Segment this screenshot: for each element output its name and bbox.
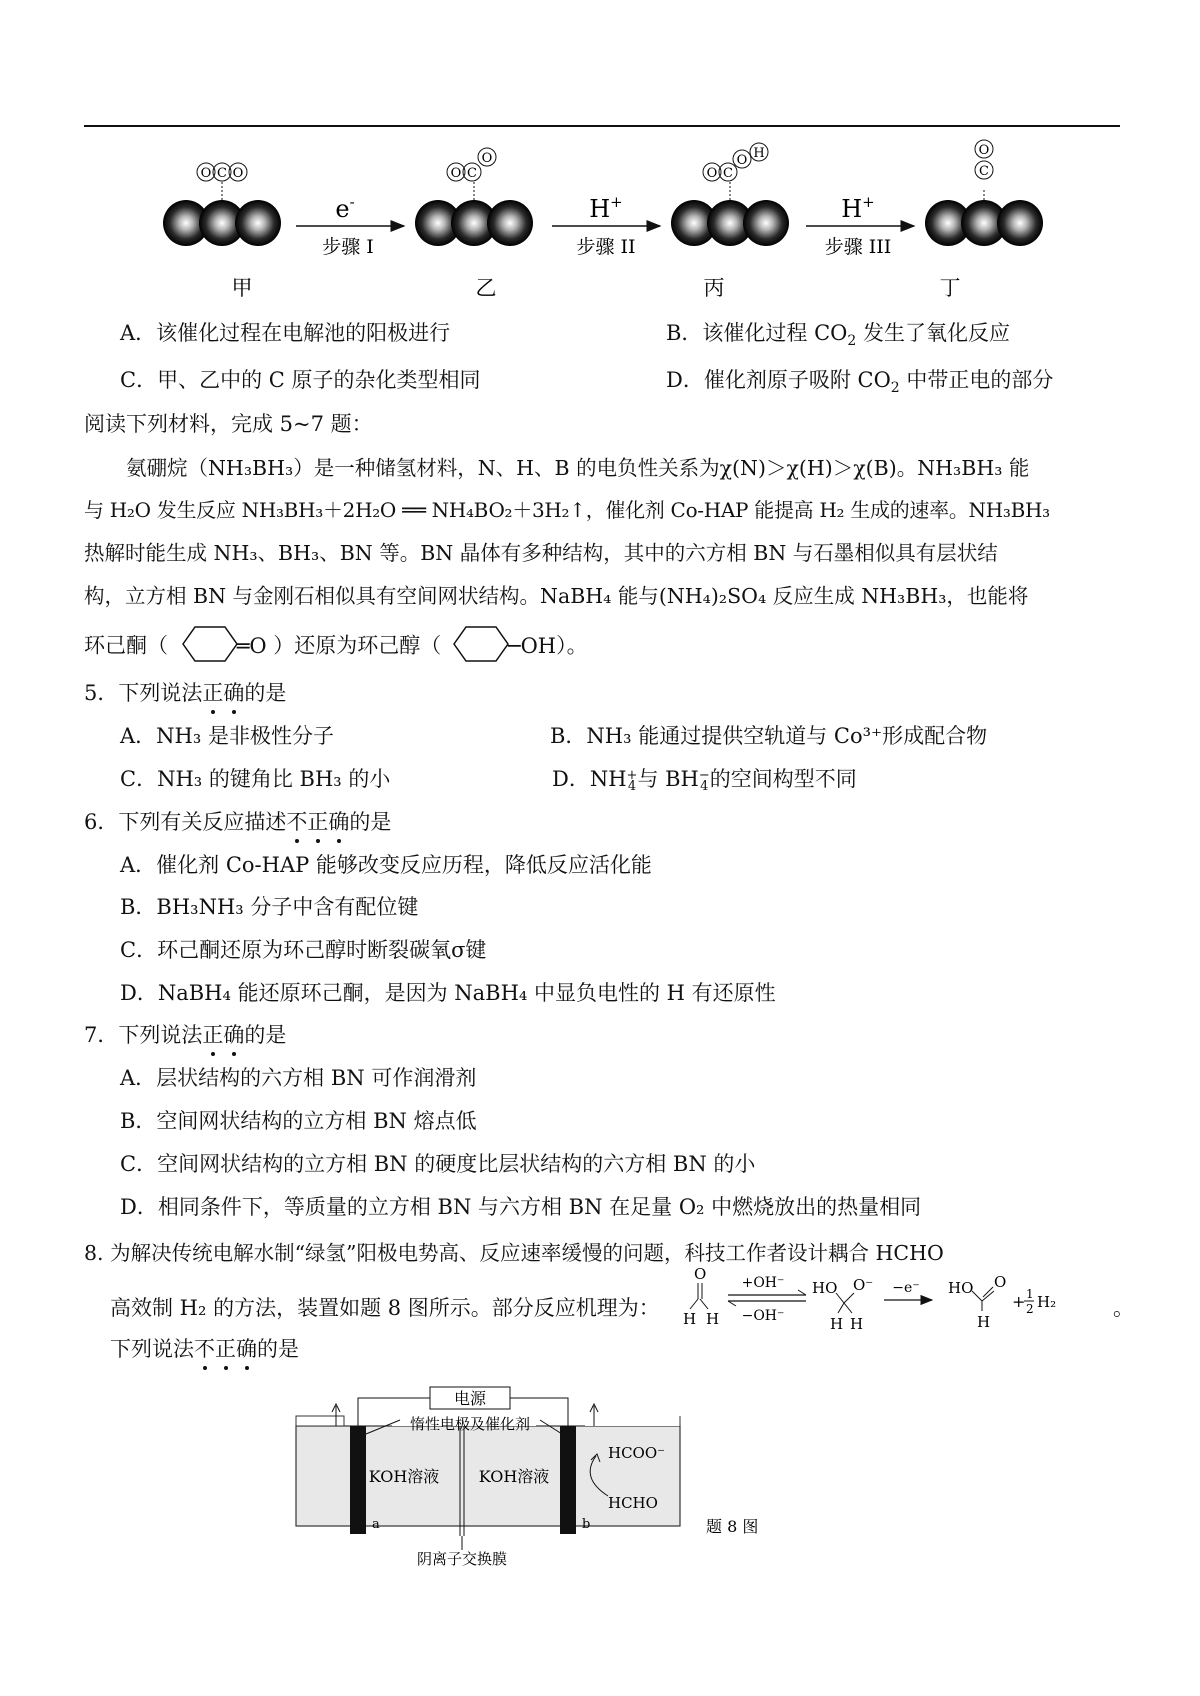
atom-c: C [467,166,477,181]
svg-text:2: 2 [1026,1302,1034,1316]
svg-text:HO: HO [948,1279,974,1297]
svg-text:O: O [994,1273,1007,1291]
material-line-3: 热解时能生成 NH₃、BH₃、BN 等。BN 晶体有多种结构，其中的六方相 BN 与石墨相似具有层状结 [84,541,998,565]
material-line-1: 氨硼烷（NH₃BH₃）是一种储氢材料，N、H、B 的电负性关系为χ(N)＞χ(H)＞χ(B)。NH₃BH₃ 能 [126,456,1030,480]
atom-o: O [978,143,990,158]
q4-option-d: D．催化剂原子吸附 $CO_2$ 中带正电的部分 [666,368,1054,397]
q5-option-d: D．NH+ 4与 BH− 4的空间构型不同 [552,767,857,794]
svg-text:步骤 II: 步骤 II [576,236,636,258]
svg-text:H+: H+ [841,193,875,223]
svg-text:1: 1 [1026,1287,1034,1301]
q6-option-c: C．环己酮还原为环己醇时断裂碳氧σ键 [120,938,487,962]
svg-text:a: a [372,1517,380,1532]
membrane-label: 阴离子交换膜 [416,1550,508,1568]
svg-text:+OH⁻: +OH⁻ [741,1275,785,1291]
electrode-a [350,1426,366,1534]
atom-o: O [481,151,493,166]
svg-text:H: H [830,1315,844,1333]
atom-o: O [706,166,718,181]
material-line-2: 与 H₂O 发生反应 NH₃BH₃＋2H₂O ══ NH₄BO₂＋3H₂↑，催化剂 Co-HAP 能提高 H₂ 生成的速率。NH₃BH₃ [84,498,1050,522]
hydroxyl-group: ─OH [507,633,557,658]
svg-text:H: H [706,1310,720,1328]
svg-text:步骤 III: 步骤 III [824,236,892,258]
q5-option-b: B．NH₃ 能通过提供空轨道与 Co³⁺形成配合物 [550,724,988,748]
power-source: 电源 [453,1389,487,1408]
svg-text:−OH⁻: −OH⁻ [741,1308,785,1324]
q6-option-b: B．BH₃NH₃ 分子中含有配位键 [120,895,419,919]
svg-text:H: H [850,1315,864,1333]
q7-option-c: C．空间网状结构的立方相 BN 的硬度比层状结构的六方相 BN 的小 [120,1152,756,1176]
svg-text:HO: HO [812,1279,838,1297]
q6-stem: 6．下列有关反应描述不正确的是 [84,810,392,834]
svg-text:b: b [582,1517,591,1532]
q4-option-c: C．甲、乙中的 C 原子的杂化类型相同 [120,368,481,392]
reactant-label: HCHO [608,1494,658,1512]
figure-caption: 题 8 图 [706,1517,759,1536]
q7-stem: 7．下列说法正确的是 [84,1023,287,1047]
ketone-group: ═O [236,633,267,658]
catalyst-stage-jia [163,163,281,246]
q6-option-d: D．NaBH₄ 能还原环己酮，是因为 NaBH₄ 中显负电性的 H 有还原性 [120,981,776,1005]
stage-label-yi: 乙 [475,276,497,300]
arrow-step-3 [806,193,914,258]
hcho-mechanism [680,1265,1120,1335]
svg-text:e-: e- [335,193,355,223]
q8-line-2: 高效制 H₂ 的方法，装置如题 8 图所示。部分反应机理为： [110,1296,660,1320]
stage-label-ding: 丁 [939,276,961,300]
atom-c: C [723,166,733,181]
catalyst-stage-ding [925,140,1043,246]
q4-option-a: A．该催化过程在电解池的阳极进行 [120,321,451,345]
svg-text:O: O [694,1265,707,1283]
svg-text:步骤 I: 步骤 I [322,236,374,258]
arrow-step-1 [296,193,404,258]
svg-text:H₂: H₂ [1037,1293,1057,1311]
product-label: HCOO⁻ [608,1444,666,1462]
arrow-step-2 [552,193,660,258]
atom-h: H [753,146,765,161]
left-solution-label: KOH溶液 [368,1467,440,1486]
q7-option-b: B．空间网状结构的立方相 BN 熔点低 [120,1109,477,1133]
svg-text:H: H [683,1310,697,1328]
right-solution-label: KOH溶液 [478,1467,550,1486]
svg-text:H+: H+ [589,193,623,223]
material-line-5: 环己酮（ ═O ）还原为环己醇（ ─OH）。 [84,630,588,664]
atom-o: O [450,166,462,181]
atom-c: C [217,166,227,181]
svg-text:+: + [1012,1292,1026,1311]
atom-o: O [736,153,748,168]
header-rule [84,125,1120,127]
q4-option-b: B．该催化过程 $CO_2$ 发生了氧化反应 [666,321,1011,350]
atom-c: C [979,164,989,179]
svg-text:O⁻: O⁻ [853,1276,874,1294]
atom-o: O [200,166,212,181]
q5-option-c: C．NH₃ 的键角比 BH₃ 的小 [120,767,391,791]
q8-line-1: 8. 为解决传统电解水制“绿氢”阳极电势高、反应速率缓慢的问题，科技工作者设计耦合 HCHO [84,1241,944,1265]
material-line-4: 构，立方相 BN 与金刚石相似具有空间网状结构。NaBH₄ 能与(NH₄)₂SO₄ 反应生成 NH₃BH₃，也能将 [84,584,1029,608]
electrode-label: 惰性电极及催化剂 [409,1415,531,1433]
q7-option-a: A．层状结构的六方相 BN 可作润滑剂 [120,1066,477,1090]
q7-option-d: D．相同条件下，等质量的立方相 BN 与六方相 BN 在足量 O₂ 中燃烧放出的热量相同 [120,1195,922,1219]
catalyst-stage-bing [671,143,789,246]
stage-label-jia: 甲 [231,276,253,300]
svg-text:H: H [977,1313,991,1331]
material-intro: 阅读下列材料，完成 5~7 题： [84,412,373,436]
electrode-b [560,1426,576,1534]
catalyst-stage-yi [415,148,533,246]
q8-stem: 下列说法不正确的是 [110,1337,299,1361]
svg-text:−e⁻: −e⁻ [892,1280,920,1296]
q5-option-a: A．NH₃ 是非极性分子 [120,724,334,748]
q8-line-2-end: 。 [1113,1296,1134,1320]
electrolysis-apparatus [280,1368,1000,1568]
stage-label-bing: 丙 [703,276,725,300]
atom-o: O [232,166,244,181]
q6-option-a: A．催化剂 Co-HAP 能够改变反应历程，降低反应活化能 [120,853,652,877]
q5-stem: 5．下列说法正确的是 [84,681,287,705]
